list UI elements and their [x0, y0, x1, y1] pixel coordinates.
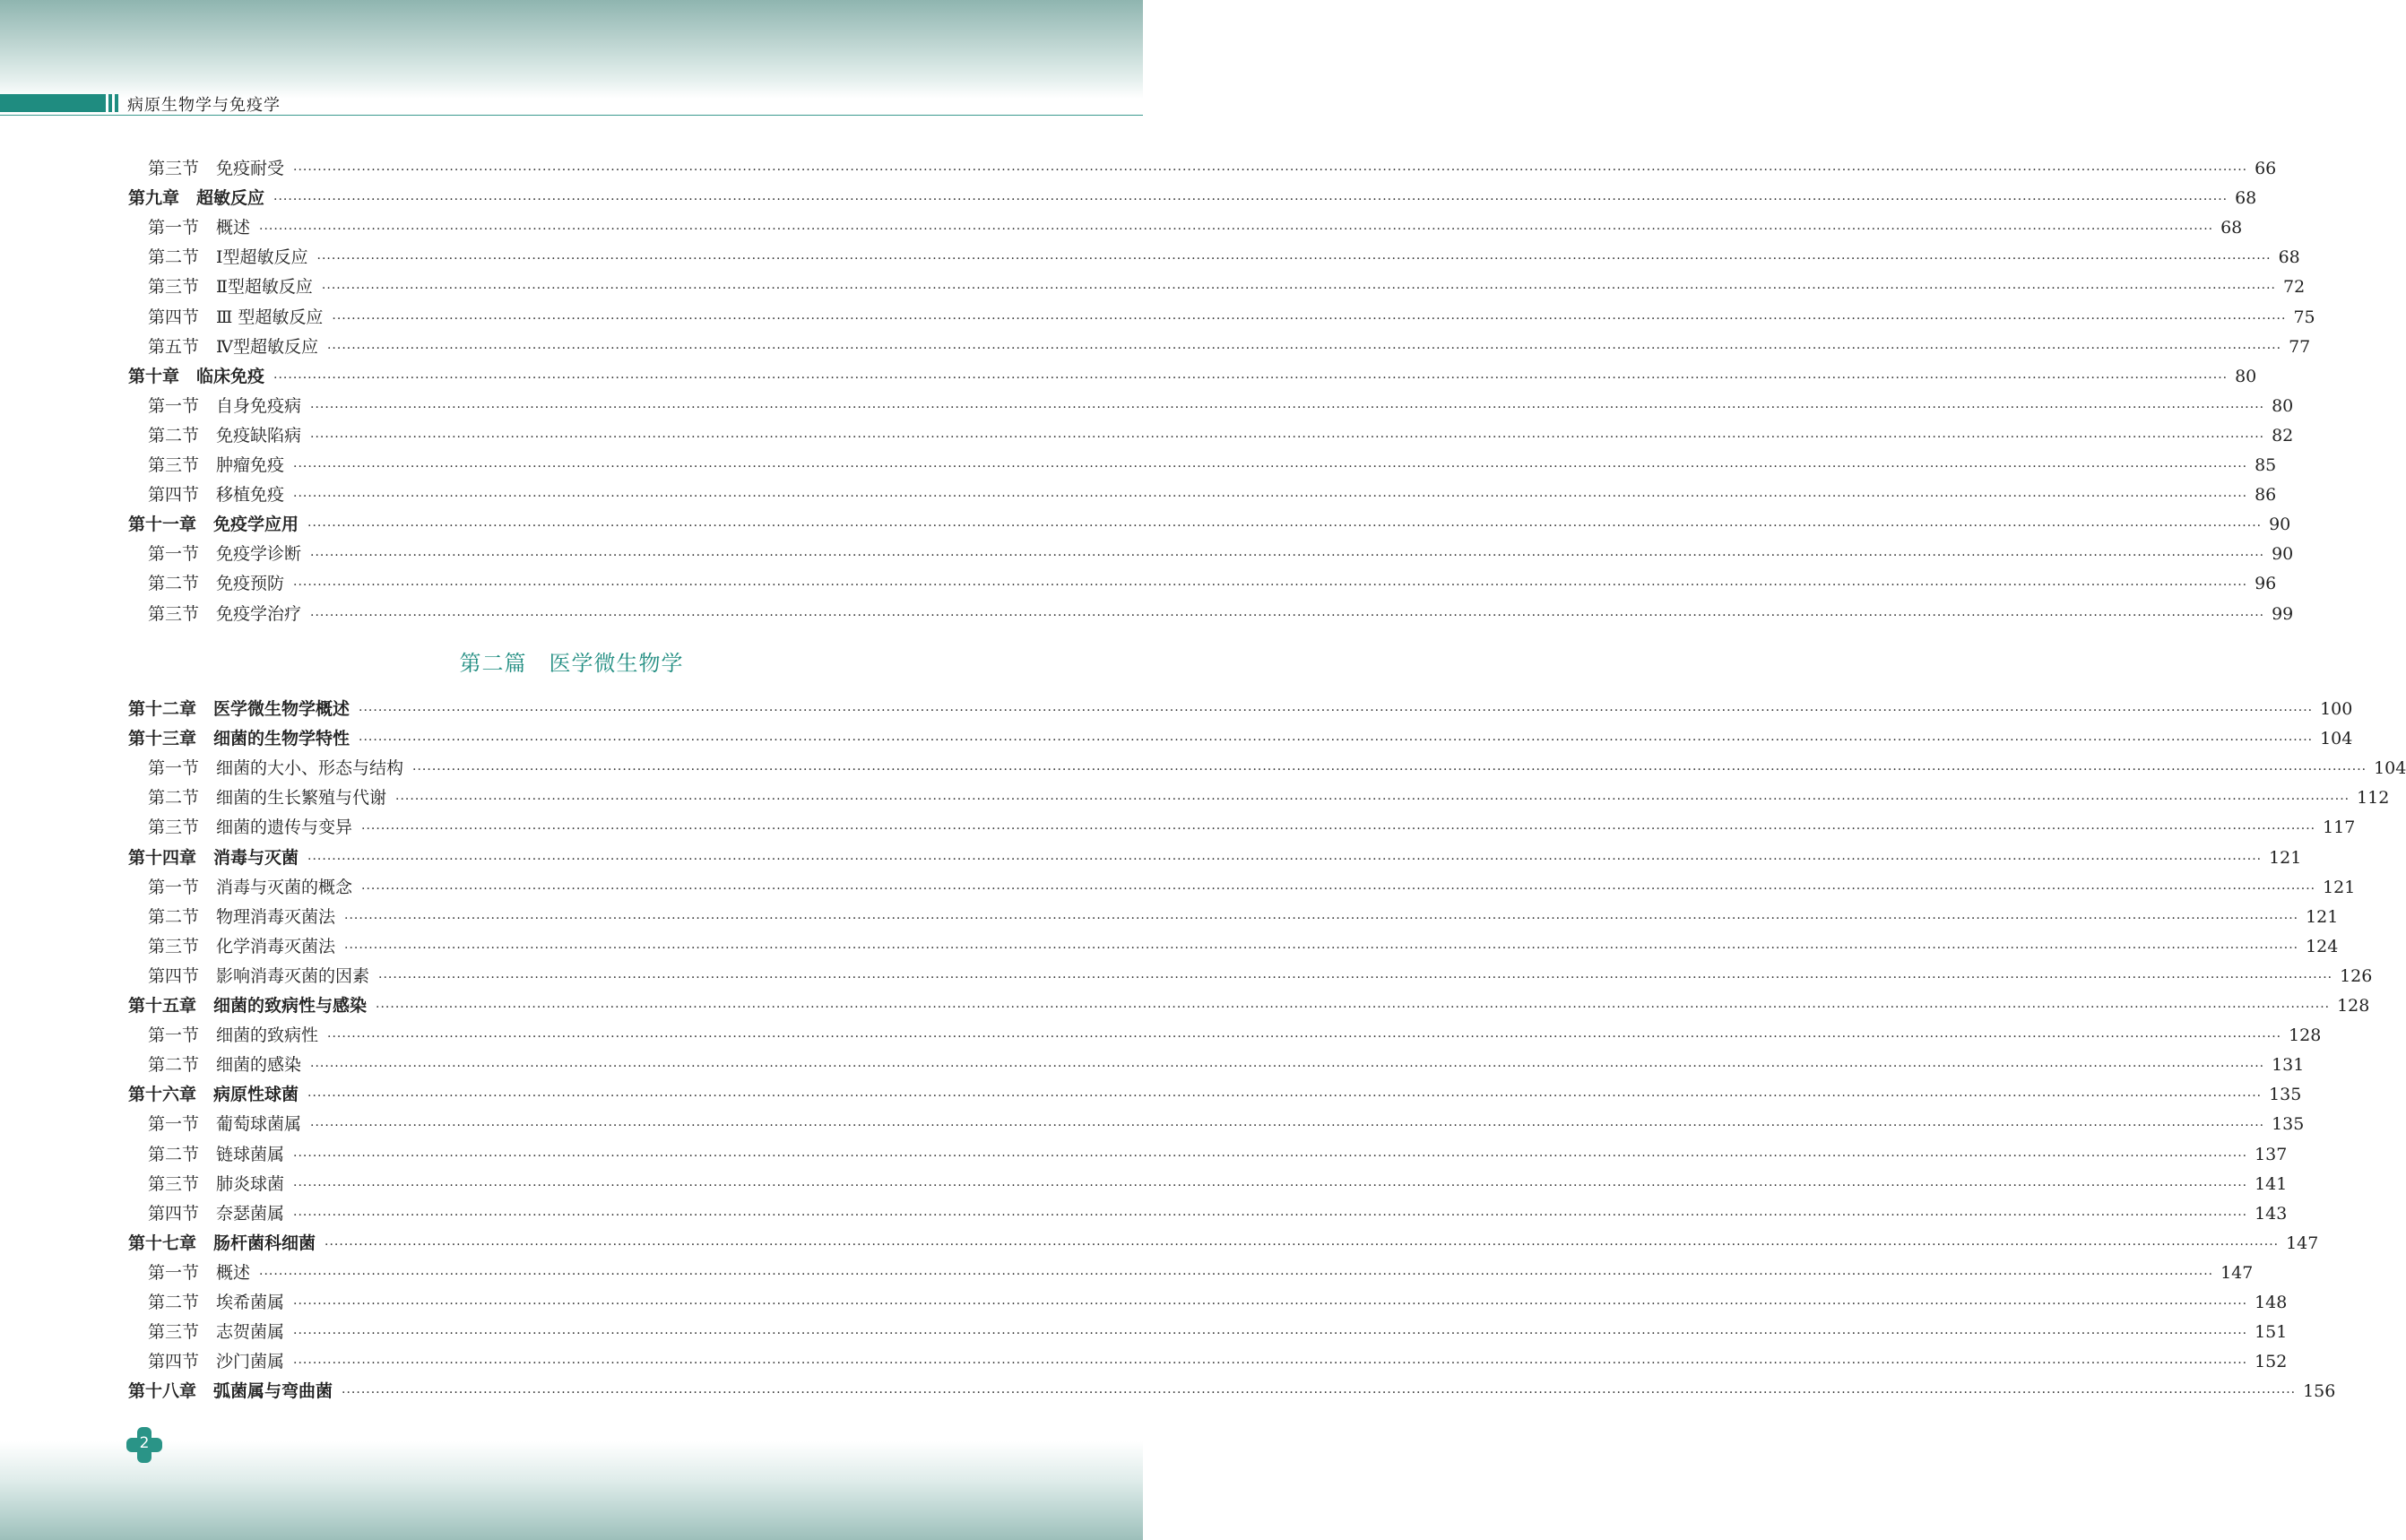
toc-entry-label: 第三节 免疫耐受: [148, 159, 285, 178]
toc-section-entry: [148, 1171, 2288, 1198]
toc-entry-page: 99: [2272, 603, 2294, 624]
toc-entry-label: 第三节 Ⅱ型超敏反应: [148, 277, 313, 298]
toc-entry-page: 77: [2289, 336, 2311, 357]
toc-leader-dots: ················································································································································································································································································································································································································: [359, 704, 2314, 718]
toc-entry-label: 第二节 免疫缺陷病: [148, 425, 302, 446]
toc-entry-label: 第十六章 病原性球菌: [128, 1085, 299, 1105]
toc-leader-dots: ················································································································································································································································································································································································································: [293, 163, 2248, 177]
toc-entry-page: 156: [2303, 1381, 2336, 1402]
toc-entry-label: 第十二章 医学微生物学概述: [128, 699, 351, 719]
toc-leader-dots: ················································································································································································································································································································································································································: [293, 1327, 2248, 1342]
toc-entry-label: 第五节 Ⅳ型超敏反应: [148, 336, 318, 357]
toc-section-entry: [148, 601, 2294, 627]
toc-section-entry: [148, 1289, 2288, 1316]
toc-entry-page: 143: [2255, 1203, 2288, 1224]
toc-entry-label: 第一节 细菌的致病性: [148, 1025, 319, 1046]
toc-leader-dots: ················································································································································································································································································································································································································: [310, 1119, 2265, 1134]
toc-section-entry: [148, 1141, 2288, 1168]
part-title: 第二篇 医学微生物学: [459, 651, 684, 676]
toc-chapter-entry: [128, 844, 2302, 871]
toc-section-entry: [148, 1051, 2305, 1078]
toc-entry-page: 147: [2220, 1262, 2254, 1283]
toc-leader-dots: ················································································································································································································································································································································································································: [293, 578, 2248, 593]
toc-section-entry: [148, 541, 2294, 567]
toc-section-entry: [148, 904, 2339, 930]
toc-chapter-entry: [128, 725, 2353, 752]
toc-leader-dots: ················································································································································································································································································································································································································: [310, 400, 2265, 415]
toc-entry-page: 72: [2283, 277, 2306, 298]
toc-section-entry: [148, 244, 2300, 271]
toc-entry-label: 第一节 免疫学诊断: [148, 544, 302, 565]
toc-entry-page: 121: [2306, 906, 2339, 927]
header-accent-bar: [0, 94, 106, 112]
toc-entry-label: 第十四章 消毒与灭菌: [128, 847, 299, 868]
toc-leader-dots: ················································································································································································································································································································································································································: [359, 733, 2314, 748]
toc-chapter-entry: [128, 696, 2353, 722]
header-rule: [0, 115, 1143, 116]
toc-leader-dots: ················································································································································································································································································································································································································: [293, 460, 2248, 474]
toc-entry-label: 第四节 影响消毒灭菌的因素: [148, 965, 370, 986]
toc-leader-dots: ················································································································································································································································································································································································································: [273, 193, 2229, 208]
toc-section-entry: [148, 333, 2311, 360]
toc-entry-label: 第二节 细菌的感染: [148, 1055, 302, 1076]
toc-entry-label: 第十三章 细菌的生物学特性: [128, 729, 351, 749]
toc-leader-dots: ················································································································································································································································································································································································································: [307, 519, 2263, 534]
toc-leader-dots: ················································································································································································································································································································································································································: [293, 1178, 2248, 1193]
toc-section-entry: [148, 933, 2339, 960]
toc-entry-label: 第三节 志贺菌属: [148, 1322, 285, 1343]
toc-leader-dots: ················································································································································································································································································································································································································: [395, 792, 2350, 808]
toc-entry-page: 75: [2293, 307, 2315, 327]
toc-entry-label: 第十八章 弧菌属与弯曲菌: [128, 1381, 333, 1402]
toc-leader-dots: ················································································································································································································································································································································································································: [376, 1000, 2331, 1015]
toc-entry-page: 124: [2306, 936, 2339, 956]
toc-entry-label: 第三节 细菌的遗传与变异: [148, 818, 353, 838]
toc-entry-page: 131: [2272, 1055, 2305, 1076]
toc-entry-page: 121: [2269, 847, 2302, 868]
toc-entry-page: 80: [2272, 395, 2294, 416]
toc-leader-dots: ················································································································································································································································································································································································································: [344, 940, 2299, 956]
toc-section-entry: [148, 874, 2356, 901]
toc-section-entry: [148, 393, 2294, 420]
toc-leader-dots: ················································································································································································································································································································································································································: [332, 311, 2287, 326]
toc-entry-label: 第二节 链球菌属: [148, 1144, 285, 1164]
toc-chapter-entry: [128, 1081, 2302, 1108]
toc-entry-page: 104: [2374, 758, 2406, 779]
toc-entry-label: 第三节 免疫学治疗: [148, 603, 302, 624]
toc-entry-label: 第四节 沙门菌属: [148, 1352, 285, 1372]
toc-leader-dots: ················································································································································································································································································································································································································: [310, 429, 2265, 445]
toc-entry-page: 135: [2269, 1085, 2302, 1105]
toc-entry-page: 85: [2255, 455, 2277, 475]
toc-entry-page: 152: [2255, 1352, 2288, 1372]
toc-section-entry: [148, 273, 2306, 300]
toc-entry-page: 100: [2320, 699, 2353, 719]
toc-chapter-entry: [128, 1230, 2319, 1257]
page-number-badge: [126, 1427, 162, 1463]
toc-entry-label: 第二节 Ⅰ型超敏反应: [148, 247, 308, 268]
book-title: 病原生物学与免疫学: [127, 96, 281, 115]
toc-entry-page: 128: [2289, 1025, 2322, 1046]
toc-chapter-entry: [128, 185, 2257, 212]
toc-section-entry: [148, 755, 2406, 782]
toc-entry-page: 112: [2357, 788, 2390, 809]
header-accent-tick: [115, 94, 118, 112]
toc-section-entry: [148, 481, 2277, 508]
toc-chapter-entry: [128, 511, 2291, 538]
toc-entry-page: 104: [2320, 729, 2353, 749]
toc-entry-label: 第二节 细菌的生长繁殖与代谢: [148, 788, 387, 809]
toc-entry-page: 126: [2340, 965, 2373, 986]
toc-entry-page: 147: [2286, 1233, 2319, 1253]
toc-leader-dots: ················································································································································································································································································································································································································: [273, 370, 2229, 385]
toc-leader-dots: ················································································································································································································································································································································································································: [293, 1148, 2248, 1164]
toc-entry-label: 第二节 物理消毒灭菌法: [148, 906, 336, 927]
footer-background: [0, 1441, 1143, 1540]
toc-entry-label: 第十章 临床免疫: [128, 366, 265, 386]
toc-entry-label: 第九章 超敏反应: [128, 188, 265, 209]
toc-leader-dots: ················································································································································································································································································································································································································: [316, 252, 2272, 267]
toc-section-entry: [148, 155, 2277, 182]
header-accent-tick: [108, 94, 112, 112]
toc-leader-dots: ················································································································································································································································································································································································································: [342, 1386, 2297, 1401]
toc-leader-dots: ················································································································································································································································································································································································································: [327, 1030, 2282, 1045]
toc-entry-label: 第三节 肿瘤免疫: [148, 455, 285, 475]
toc-entry-page: 121: [2323, 877, 2356, 897]
toc-entry-label: 第四节 移植免疫: [148, 485, 285, 506]
toc-entry-page: 68: [2220, 218, 2243, 238]
toc-leader-dots: ················································································································································································································································································································································································································: [310, 549, 2265, 564]
toc-entry-page: 96: [2255, 574, 2277, 594]
toc-entry-page: 135: [2272, 1114, 2305, 1135]
toc-entry-label: 第四节 Ⅲ 型超敏反应: [148, 307, 324, 327]
toc-entry-label: 第一节 自身免疫病: [148, 395, 302, 416]
toc-entry-label: 第十一章 免疫学应用: [128, 515, 299, 535]
toc-entry-label: 第一节 消毒与灭菌的概念: [148, 877, 353, 897]
toc-entry-label: 第一节 葡萄球菌属: [148, 1114, 302, 1135]
toc-leader-dots: ················································································································································································································································································································································································································: [325, 1237, 2280, 1252]
toc-entry-page: 68: [2235, 188, 2257, 209]
toc-entry-label: 第二节 免疫预防: [148, 574, 285, 594]
toc-section-entry: [148, 963, 2373, 990]
toc-leader-dots: ················································································································································································································································································································································································································: [293, 1207, 2248, 1223]
toc-entry-label: 第三节 化学消毒灭菌法: [148, 936, 336, 956]
toc-entry-page: 80: [2235, 366, 2257, 386]
toc-section-entry: [148, 1200, 2288, 1227]
toc-section-entry: [148, 1319, 2288, 1345]
toc-entry-page: 148: [2255, 1293, 2288, 1312]
toc-entry-page: 90: [2272, 544, 2294, 565]
toc-section-entry: [148, 304, 2315, 331]
toc-section-entry: [148, 570, 2277, 597]
toc-leader-dots: ················································································································································································································································································································································································································: [259, 1267, 2214, 1282]
toc-entry-label: 第十七章 肠杆菌科细菌: [128, 1233, 316, 1253]
toc-entry-page: 66: [2255, 159, 2277, 178]
toc-leader-dots: ················································································································································································································································································································································································································: [259, 222, 2214, 238]
toc-entry-label: 第二节 埃希菌属: [148, 1293, 285, 1312]
toc-chapter-entry: [128, 363, 2257, 390]
toc-leader-dots: ················································································································································································································································································································································································································: [361, 822, 2316, 837]
page-number: 2: [139, 1434, 150, 1452]
toc-section-entry: [148, 214, 2243, 241]
toc-entry-label: 第三节 肺炎球菌: [148, 1173, 285, 1194]
toc-entry-label: 第一节 细菌的大小、形态与结构: [148, 758, 404, 779]
toc-section-entry: [148, 1111, 2305, 1138]
toc-section-entry: [148, 422, 2294, 449]
toc-chapter-entry: [128, 992, 2370, 1019]
toc-leader-dots: ················································································································································································································································································································································································································: [412, 763, 2367, 778]
toc-entry-label: 第四节 奈瑟菌属: [148, 1203, 285, 1224]
toc-leader-dots: ················································································································································································································································································································································································································: [321, 281, 2276, 297]
toc-entry-page: 151: [2255, 1322, 2288, 1343]
toc-entry-page: 86: [2255, 485, 2277, 506]
toc-entry-label: 第十五章 细菌的致病性与感染: [128, 996, 368, 1016]
toc-entry-page: 141: [2255, 1173, 2288, 1194]
toc-entry-label: 第一节 概述: [148, 218, 251, 238]
toc-leader-dots: ················································································································································································································································································································································································································: [310, 608, 2265, 623]
toc-leader-dots: ················································································································································································································································································································································································································: [326, 341, 2282, 356]
toc-leader-dots: ················································································································································································································································································································································································································: [293, 1297, 2248, 1311]
toc-chapter-entry: [128, 1378, 2336, 1405]
toc-leader-dots: ················································································································································································································································································································································································································: [307, 852, 2263, 867]
toc-section-entry: [148, 1022, 2322, 1049]
toc-entry-page: 117: [2323, 818, 2356, 838]
toc-section-entry: [148, 452, 2277, 479]
toc-leader-dots: ················································································································································································································································································································································································································: [378, 970, 2333, 985]
toc-entry-page: 82: [2272, 425, 2294, 446]
toc-section-entry: [148, 814, 2356, 841]
toc-entry-page: 128: [2337, 996, 2370, 1016]
toc-section-entry: [148, 1259, 2254, 1286]
toc-leader-dots: ················································································································································································································································································································································································································: [310, 1060, 2265, 1075]
toc-section-entry: [148, 784, 2390, 811]
toc-section-entry: [148, 1348, 2288, 1375]
toc-entry-page: 90: [2269, 515, 2291, 535]
toc-entry-label: 第一节 概述: [148, 1262, 251, 1283]
toc-leader-dots: ················································································································································································································································································································································································································: [361, 881, 2316, 896]
toc-leader-dots: ················································································································································································································································································································································································································: [293, 1356, 2248, 1371]
toc-entry-page: 68: [2278, 247, 2300, 268]
toc-leader-dots: ················································································································································································································································································································································································································: [344, 911, 2299, 926]
header-background: [0, 0, 1143, 99]
toc-entry-page: 137: [2255, 1144, 2288, 1164]
toc-leader-dots: ················································································································································································································································································································································································································: [293, 489, 2248, 505]
toc-leader-dots: ················································································································································································································································································································································································································: [307, 1089, 2263, 1104]
